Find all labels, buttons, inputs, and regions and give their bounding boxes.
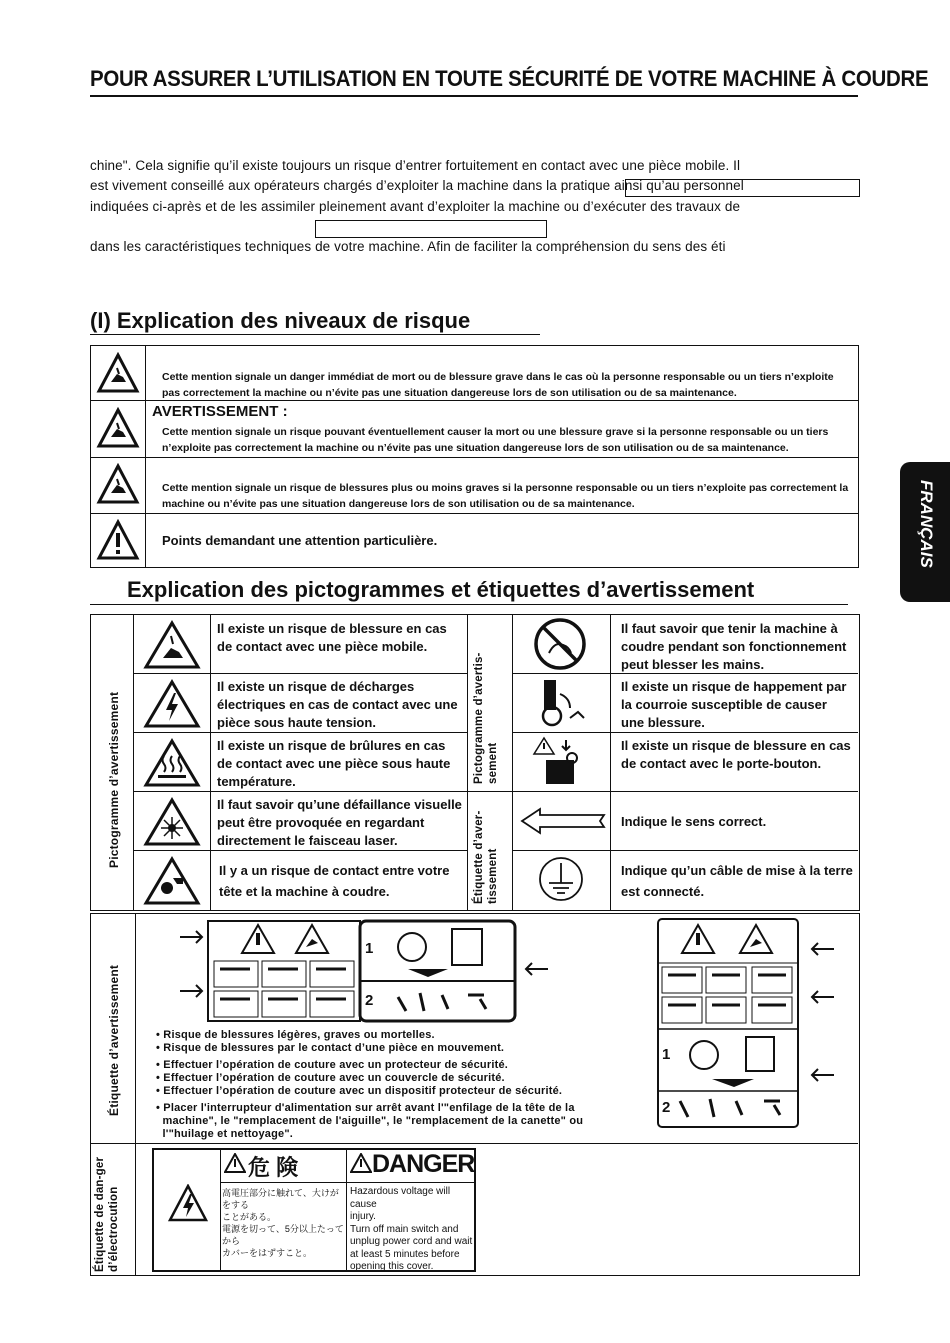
caution-hand-icon — [96, 463, 140, 505]
section1-underline — [90, 334, 540, 335]
step-2-label-right: 2 — [662, 1099, 671, 1116]
electro-label — [152, 1148, 476, 1272]
pictogram-text-moving: Il existe un risque de blessure en cas de contact avec une pièce mobile. — [217, 621, 447, 654]
bullet-2: • Risque de blessures par le contact d’une pièce en mouvement. — [156, 1042, 505, 1054]
pictogram-text-belt: Il existe un risque de happement par la courroie susceptible de causer une blessure. — [621, 679, 847, 730]
pictogram-text-electric: Il existe un risque de décharges électriques en cas de contact avec une pièce sous haute tension. — [217, 679, 458, 730]
pictogram-text-head: Il y a un risque de contact entre votre tête et la machine à coudre. — [219, 863, 450, 899]
electro-shock-icon — [168, 1184, 208, 1222]
moving-part-icon — [143, 620, 201, 670]
pictogram-side-label: Pictogramme d’avertissement — [107, 691, 121, 868]
head-contact-icon — [143, 856, 201, 906]
risk-label-warning: AVERTISSEMENT : — [152, 403, 288, 420]
button-holder-icon — [532, 736, 590, 788]
warning-hand-icon — [96, 407, 140, 449]
warning-label-right-graphic — [656, 917, 836, 1129]
risk-text-caution: Cette mention signale un risque de blessures plus ou moins graves si la personne responsable ou un tiers n’exploite pas correctement la machine ou n’évite pas une situation dangereuse lors de son utilisation ou de sa maintenance. — [162, 482, 849, 510]
mid-header-pictogram: Pictogramme d’avertis-sement — [473, 652, 499, 784]
bullet-1: • Risque de blessures légères, graves ou mortelles. — [156, 1029, 435, 1041]
bullet-6: • Placer l'interrupteur d'alimentation sur arrêt avant l'"enfilage de la tête de la — [156, 1102, 575, 1114]
intro-line-1: chine". Cela signifie qu’il existe toujours un risque d’entrer fortuitement en contact avec une pièce mobile. Il — [90, 158, 741, 173]
jp-danger-title: 危 険 — [248, 1155, 299, 1180]
step-2-label-left: 2 — [365, 992, 374, 1009]
step-1-label-left: 1 — [365, 940, 374, 957]
warning-label-side: Étiquette d’avertissement — [107, 964, 121, 1116]
bullet-4: • Effectuer l’opération de couture avec un couvercle de sécurité. — [156, 1072, 505, 1084]
en-warning-triangle-icon — [350, 1153, 372, 1173]
step-1-label-right: 1 — [662, 1046, 671, 1063]
jp-danger-text: 高電圧部分に触れて、大けがをする ことがある。 電源を切って、5分以上たってから カバーをはずすこと。 — [222, 1188, 344, 1258]
bullet-3: • Effectuer l’opération de couture avec un protecteur de sécurité. — [156, 1059, 509, 1071]
intro-line-3: indiquées ci-après et de les assimiler pleinement avant d’exploiter la machine ou d’exécuter des travaux de — [90, 199, 741, 214]
risk-text-attention: Points demandant une attention particulière. — [162, 533, 438, 548]
section1-heading: (I) Explication des niveaux de risque — [90, 308, 471, 333]
bullet-5: • Effectuer l’opération de couture avec un dispositif protecteur de sécurité. — [156, 1085, 563, 1097]
ground-connection-icon — [537, 855, 585, 903]
pictogram-text-laser: Il faut savoir qu’une défaillance visuelle peut être provoquée en regardant directement le faisceau laser. — [217, 797, 462, 848]
intro-line-2: est vivement conseillé aux opérateurs chargés d’exploiter la machine dans la pratique ainsi qu’au personnel — [90, 178, 744, 193]
risk-text-warning: Cette mention signale un risque pouvant éventuellement causer la mort ou une blessure grave si la personne responsable ou un tiers n’exploite pas correctement la machine ou n’évite pas une situation dangereuse lors de son utilisation ou de sa maintenance. — [162, 426, 829, 454]
electro-side-label: Étiquette de dan-ger d’électrocution — [94, 1156, 120, 1272]
pictogram-text-no-hands: Il faut savoir que tenir la machine à coudre pendant son fonctionnement peut blesser les mains. — [621, 621, 847, 672]
section2-underline — [90, 604, 848, 605]
no-hands-icon — [532, 617, 588, 671]
language-tab[interactable] — [900, 462, 950, 602]
direction-arrow-icon — [518, 805, 608, 837]
bullet-6c: l'"huilage et nettoyage". — [156, 1128, 294, 1140]
title-underline — [90, 95, 858, 97]
redacted-box-1 — [625, 179, 860, 197]
jp-warning-triangle-icon — [224, 1153, 246, 1173]
page-title: POUR ASSURER L’UTILISATION EN TOUTE SÉCURITÉ DE VOTRE MACHINE À COUDRE — [90, 66, 929, 91]
mid-header-label: Étiquette d’aver-tissement — [473, 810, 499, 904]
language-tab-label: FRANÇAIS — [917, 480, 936, 568]
warning-label-left-graphic — [180, 919, 520, 1025]
pictogram-text-ground: Indique qu’un câble de mise à la terre est connecté. — [621, 863, 853, 899]
belt-entanglement-icon — [538, 678, 588, 728]
electric-shock-icon — [143, 679, 201, 729]
intro-line-4: dans les caractéristiques techniques de votre machine. Afin de faciliter la compréhension du sens des éti — [90, 239, 726, 254]
pictogram-text-direction: Indique le sens correct. — [621, 814, 767, 829]
laser-icon — [143, 797, 201, 847]
danger-hand-icon — [96, 352, 140, 394]
pictogram-text-burn: Il existe un risque de brûlures en cas de contact avec une pièce sous haute température. — [217, 738, 451, 789]
en-danger-title: DANGER — [372, 1150, 475, 1178]
hot-surface-icon — [143, 738, 201, 788]
risk-text-danger: Cette mention signale un danger immédiat de mort ou de blessure grave dans le cas où la personne responsable ou un tiers n’exploite pas correctement la machine ou n’évite pas une situation dangereuse lors de son utilisation ou de sa maintenance. — [162, 371, 834, 399]
pictogram-text-button-holder: Il existe un risque de blessure en cas de contact avec le porte-bouton. — [621, 738, 851, 771]
redacted-box-2 — [315, 220, 547, 238]
attention-exclamation-icon — [96, 519, 140, 561]
bullet-6b: machine", le "remplacement de l'aiguille", le "remplacement de la canette" ou — [156, 1115, 584, 1127]
section2-heading: Explication des pictogrammes et étiquettes d’avertissement — [127, 577, 755, 602]
en-danger-text: Hazardous voltage will cause injury. Turn off main switch and unplug power cord and wait at least 5 minutes before opening this cover. — [350, 1186, 473, 1272]
pointer-arrow-left-label — [520, 962, 548, 976]
